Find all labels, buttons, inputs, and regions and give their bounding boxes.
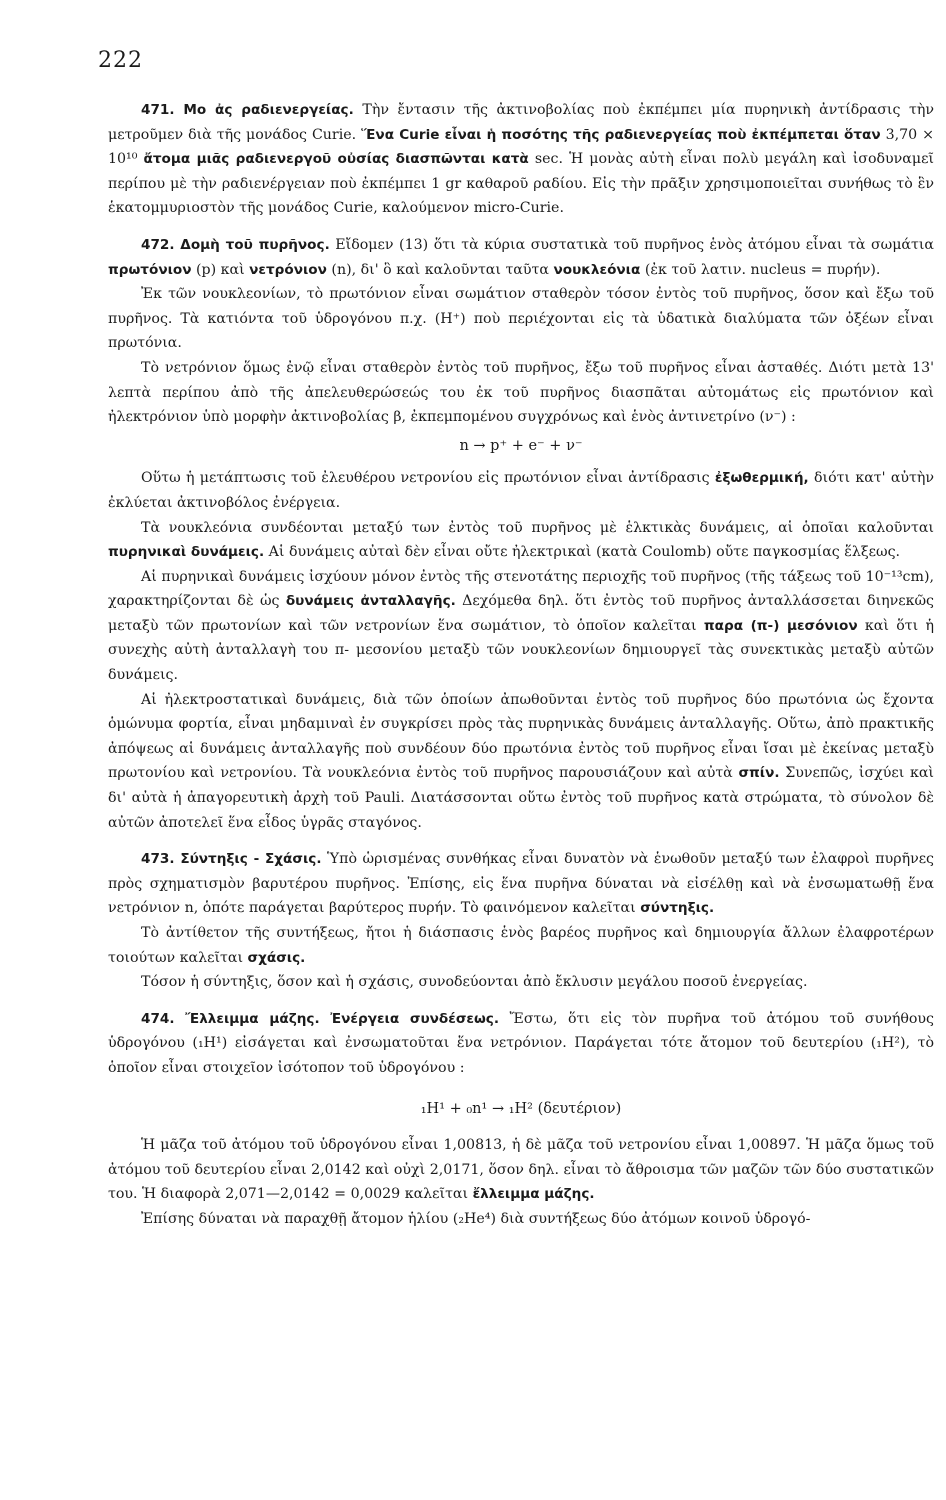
text: Αἱ πυρηνικαὶ δυνάμεις ἰσχύουν μόνον ἐντὸς τῆς στενοτάτης περιοχῆς τοῦ πυρῆνος (τῆς τάξεως τοῦ 10⁻¹³cm), χαρακτηρίζονται δὲ ὡς (108, 568, 934, 610)
paragraph (108, 688, 934, 836)
term: πρωτόνιον (108, 261, 192, 278)
paragraph: Ἐπίσης δύναται νὰ παραχθῇ ἄτομον ἡλίου (₂He⁴) διὰ συντήξεως δύο ἀτόμων κοινοῦ ὑδρογό- (141, 1210, 811, 1227)
text: (ἐκ τοῦ λατιν. nucleus = πυρήν). (640, 261, 881, 278)
term: νετρόνιον (249, 261, 327, 278)
text: Εἴδομεν (13) ὅτι τὰ κύρια συστατικὰ τοῦ πυρῆνος ἑνὸς ἀτόμου εἶναι τὰ σωμάτια (329, 236, 934, 253)
text: sec. Ἡ μονὰς αὐτὴ εἶναι πολὺ μεγάλη καὶ ἰσοδυναμεῖ περίπου μὲ τὴν ραδιενέργειαν ποὺ ἐκπέμπει 1 gr καθαροῦ ραδίου. Εἰς τὴν πρᾶξιν χρησιμοποιεῖται συνήθως τὸ ἓν ἑκατομμυριοστὸν τῆς μονάδος Curie, καλούμενον micro-Curie. (108, 151, 934, 217)
section-472 (108, 233, 934, 282)
text: καὶ ὅτι ἡ συνεχὴς αὐτὴ ἀνταλλαγὴ του π- μεσονίου μεταξὺ τῶν νουκλεονίων δημιουργεῖ τὰς συνεκτικὰς μεταξὺ αὐτῶν δυνάμεις. (108, 617, 934, 684)
paragraph (108, 1133, 934, 1207)
section-heading: 473. Σύντηξις - Σχάσις. (141, 851, 322, 868)
term: σχάσις. (247, 949, 306, 966)
page-body (108, 98, 934, 1232)
term: σύντηξις. (640, 900, 715, 917)
page-number: 222 (98, 48, 143, 73)
text: Τὰ νουκλεόνια συνδέονται μεταξύ των ἐντὸς τοῦ πυρῆνος μὲ ἑλκτικὰς δυνάμεις, αἱ ὁποῖαι καλοῦνται (141, 519, 934, 536)
paragraph (108, 921, 934, 970)
section-474 (108, 1007, 934, 1081)
section-heading: 474. Ἔλλειμμα μάζης. Ἐνέργεια συνδέσεως. (141, 1010, 500, 1027)
text: Ἡ μᾶζα τοῦ ἀτόμου τοῦ ὑδρογόνου εἶναι 1,00813, ἡ δὲ μᾶζα τοῦ νετρονίου εἶναι 1,00897. Ἡ μᾶζα ὅμως τοῦ ἀτόμου τοῦ δευτερίου εἶναι 2,0142 καὶ οὐχὶ 2,0171, ὅσον δηλ. εἶναι τὸ ἄθροισμα τῶν μαζῶν τῶν δύο συστατικῶν του. Ἡ διαφορὰ 2,071—2,0142 = 0,0029 καλεῖται (108, 1137, 934, 1203)
term: ἐξωθερμική, (714, 470, 809, 487)
paragraph (108, 565, 934, 688)
text: διότι κατ' αὐτὴν ἐκλύεται ἀκτινοβόλος ἐνέργεια. (108, 470, 934, 511)
section-473 (108, 847, 934, 921)
section-471 (108, 98, 934, 221)
definition: ἄτομα μιᾶς ραδιενεργοῦ οὐσίας διασπῶνται κατὰ (143, 151, 529, 168)
text: (n), δι' ὃ καὶ καλοῦνται ταῦτα (326, 261, 554, 278)
text: Συνεπῶς, ἰσχύει καὶ δι' αὐτὰ ἡ ἀπαγορευτικὴ ἀρχὴ τοῦ Pauli. Διατάσσονται οὕτω ἐντὸς τοῦ πυρῆνος κατὰ στρώματα, τὸ σύνολον δὲ αὐτῶν ἀποτελεῖ ἕνα εἶδος ὑγρᾶς σταγόνος. (108, 765, 934, 831)
paragraph (108, 466, 934, 515)
paragraph: Ἐκ τῶν νουκλεονίων, τὸ πρωτόνιον εἶναι σωμάτιον σταθερὸν τόσον ἐντὸς τοῦ πυρῆνος, ὅσον καὶ ἔξω τοῦ πυρῆνος. Τὰ κατιόντα τοῦ ὑδρογόνου π.χ. (H⁺) ποὺ περιέχονται εἰς τὰ ὑδατικὰ διαλύματα τῶν ὀξέων εἶναι πρωτόνια. (108, 286, 934, 352)
term: πυρηνικαὶ δυνάμεις. (108, 544, 265, 561)
text: Οὕτω ἡ μετάπτωσις τοῦ ἐλευθέρου νετρονίου εἰς πρωτόνιον εἶναι ἀντίδρασις (141, 470, 715, 487)
text: Αἱ ἠλεκτροστατικαὶ δυνάμεις, διὰ τῶν ὁποίων ἀπωθοῦνται ἐντὸς τοῦ πυρῆνος δύο πρωτόνια ὡς ἔχοντα ὁμώνυμα φορτία, εἶναι μηδαμιναὶ ἐν συγκρίσει πρὸς τὰς πυρηνικὰς δυνάμεις ἀνταλλαγῆς. Οὕτω, ἀπὸ πρακτικῆς ἀπόψεως αἱ δυνάμεις ἀνταλλαγῆς ποὺ συνδέουν δύο πρωτόνια ἐντὸς τοῦ πυρῆνος εἶναι ἴσαι μὲ ἐκείνας μεταξὺ πρωτονίου καὶ νετρονίου. Τὰ νουκλεόνια ἐντὸς τοῦ πυρῆνος παρουσιάζουν καὶ αὐτὰ (108, 691, 934, 782)
paragraph (108, 516, 934, 565)
definition: Ἕνα Curie εἶναι ἡ ποσότης τῆς ραδιενεργείας ποὺ ἐκπέμπεται ὅταν (361, 126, 881, 143)
paragraph: Τὸ νετρόνιον ὅμως ἐνῷ εἶναι σταθερὸν ἐντὸς τοῦ πυρῆνος, ἔξω τοῦ πυρῆνος εἶναι ἀσταθές. Διότι μετὰ 13' λεπτὰ περίπου ἀπὸ τῆς ἀπελευθερώσεώς του ἐκ τοῦ πυρῆνος διασπᾶται αὐτομάτως εἰς πρωτόνιον καὶ ἠλεκτρόνιον ὑπὸ μορφὴν ἀκτινοβολίας β, ἐκπεμπομένου συγχρόνως καὶ ἑνὸς ἀντινετρίνο (ν⁻) : (108, 359, 934, 426)
text: Ἔστω, ὅτι εἰς τὸν πυρῆνα τοῦ ἀτόμου τοῦ συνήθους ὑδρογόνου (₁H¹) εἰσάγεται καὶ ἐνσωματοῦται ἕνα νετρόνιον. Παράγεται τότε ἄτομον τοῦ δευτερίου (₁H²), τὸ ὁποῖον εἶναι στοιχεῖον ἰσότοπον τοῦ ὑδρογόνου : (108, 1010, 934, 1076)
term: παρα (π-) μεσόνιον (703, 617, 858, 634)
section-heading: 472. Δομὴ τοῦ πυρῆνος. (141, 236, 330, 253)
text: (p) καὶ (191, 261, 250, 278)
text: 3,70 × 10¹⁰ (108, 126, 935, 168)
equation: n → p⁺ + e⁻ + ν⁻ (459, 437, 583, 454)
text: Τὸ ἀντίθετον τῆς συντήξεως, ἤτοι ἡ διάσπασις ἑνὸς βαρέος πυρῆνος καὶ δημιουργία ἄλλων ἐλαφροτέρων τοιούτων καλεῖται (108, 925, 934, 966)
paragraph: Τόσον ἡ σύντηξις, ὅσον καὶ ἡ σχάσις, συνοδεύονται ἀπὸ ἔκλυσιν μεγάλου ποσοῦ ἐνεργείας. (141, 974, 808, 991)
section-heading: 471. Μο ἀς ραδιενεργείας. (141, 102, 354, 118)
text: Αἱ δυνάμεις αὐταὶ δὲν εἶναι οὔτε ἠλεκτρικαὶ (κατὰ Coulomb) οὔτε παγκοσμίας ἕλξεως. (264, 544, 901, 561)
term: σπίν. (738, 765, 780, 782)
equation: ₁H¹ + ₀n¹ → ₁H² (δευτέριον) (420, 1100, 622, 1117)
term: νουκλεόνια (553, 261, 641, 278)
term: ἔλλειμμα μάζης. (472, 1186, 595, 1203)
term: δυνάμεις ἀνταλλαγῆς. (285, 593, 456, 610)
text: Τὴν ἔντασιν τῆς ἀκτινοβολίας ποὺ ἐκπέμπει μία πυρηνικὴ ἀντίδρασις τὴν μετροῦμεν διὰ τῆς μονάδος Curie. (108, 102, 935, 143)
text: Ὑπὸ ὡρισμένας συνθήκας εἶναι δυνατὸν νὰ ἑνωθοῦν μεταξύ των ἐλαφροὶ πυρῆνες πρὸς σχηματισμὸν βαρυτέρου πυρῆνος. Ἐπίσης, εἰς ἕνα πυρῆνα δύναται νὰ εἰσέλθῃ καὶ νὰ ἐνσωματωθῇ ἕνα νετρόνιον n, ὁπότε παράγεται βαρύτερος πυρήν. Τὸ φαινόμενον καλεῖται (108, 851, 934, 917)
text: Δεχόμεθα δηλ. ὅτι ἐντὸς τοῦ πυρῆνος ἀνταλλάσσεται διηνεκῶς μεταξὺ τῶν πρωτονίων καὶ τῶν νετρονίων ἕνα σωμάτιον, τὸ ὁποῖον καλεῖται (108, 593, 934, 634)
